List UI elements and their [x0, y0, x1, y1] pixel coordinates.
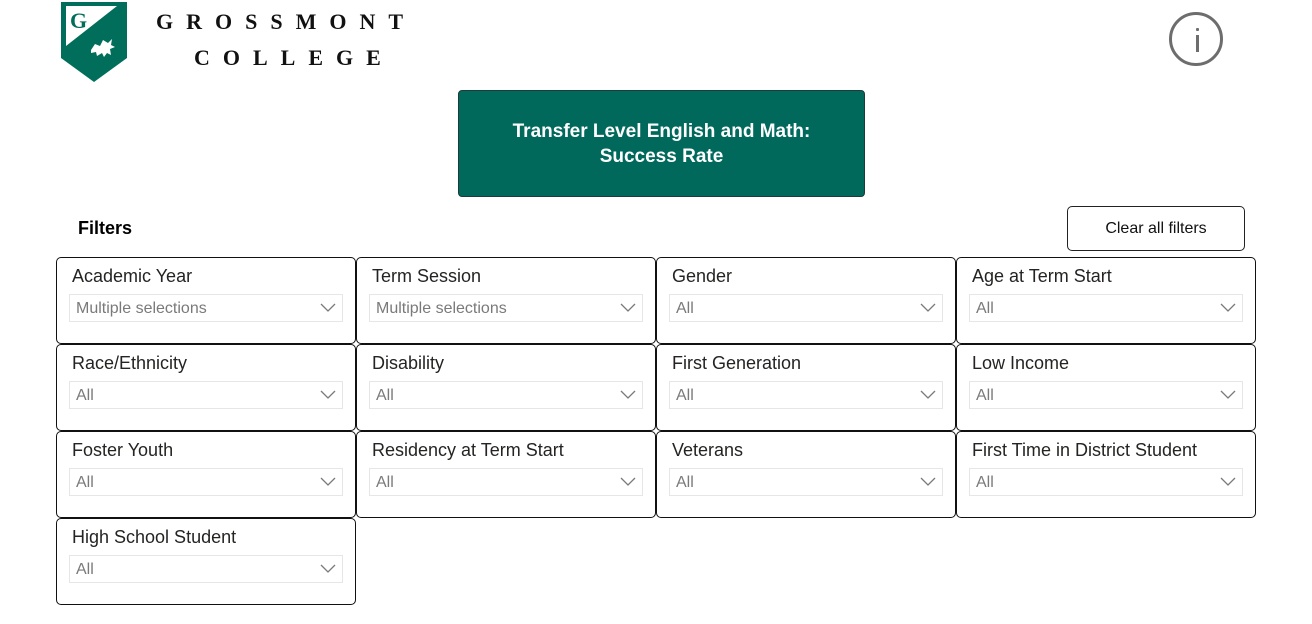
slicer-title: Academic Year	[72, 266, 193, 286]
filter-slicer-gender	[656, 257, 956, 344]
filter-slicer-high-school-student	[56, 518, 356, 605]
slicer-title: First Generation	[672, 353, 802, 373]
chevron-down-icon	[1220, 388, 1236, 400]
info-button[interactable]	[1169, 12, 1223, 66]
chevron-down-icon	[920, 475, 936, 487]
chevron-down-icon	[320, 388, 336, 400]
slicer-dropdown[interactable]	[69, 468, 343, 496]
slicer-dropdown[interactable]	[969, 294, 1243, 322]
page-title	[458, 90, 865, 197]
slicer-selected-value: Multiple selections	[376, 300, 507, 317]
slicer-selected-value: All	[976, 300, 994, 317]
page-title-line1: Transfer Level English and Math:	[512, 120, 811, 142]
chevron-down-icon	[320, 562, 336, 574]
chevron-down-icon	[920, 301, 936, 313]
filter-slicer-veterans	[656, 431, 956, 518]
slicer-dropdown[interactable]	[669, 381, 943, 409]
filter-slicer-residency-at-term-start	[356, 431, 656, 518]
slicer-selected-value: All	[76, 561, 94, 578]
filter-slicer-first-time-in-district-student	[956, 431, 1256, 518]
slicer-dropdown[interactable]	[69, 294, 343, 322]
slicer-dropdown[interactable]	[69, 381, 343, 409]
chevron-down-icon	[620, 388, 636, 400]
chevron-down-icon	[920, 388, 936, 400]
chevron-down-icon	[620, 301, 636, 313]
college-logo	[61, 2, 127, 82]
chevron-down-icon	[620, 475, 636, 487]
chevron-down-icon	[1220, 301, 1236, 313]
slicer-selected-value: All	[976, 474, 994, 491]
slicer-title: Low Income	[972, 353, 1070, 373]
slicer-title: Age at Term Start	[972, 266, 1112, 286]
slicer-selected-value: All	[676, 387, 694, 404]
chevron-down-icon	[1220, 475, 1236, 487]
slicer-selected-value: Multiple selections	[76, 300, 207, 317]
filter-slicer-low-income	[956, 344, 1256, 431]
shield-logo-icon	[61, 2, 127, 82]
svg-text:G: G	[70, 8, 88, 33]
filters-heading: Filters	[78, 218, 133, 238]
slicer-title: Gender	[672, 266, 733, 286]
slicer-selected-value: All	[376, 387, 394, 404]
slicer-selected-value: All	[76, 387, 94, 404]
slicer-title: Term Session	[372, 266, 482, 286]
chevron-down-icon	[320, 475, 336, 487]
slicer-selected-value: All	[976, 387, 994, 404]
college-name-line1: GROSSMONT	[156, 9, 417, 34]
slicer-selected-value: All	[676, 474, 694, 491]
slicer-selected-value: All	[676, 300, 694, 317]
college-wordmark	[156, 8, 416, 72]
filter-slicer-term-session	[356, 257, 656, 344]
slicer-dropdown[interactable]	[669, 294, 943, 322]
chevron-down-icon	[320, 301, 336, 313]
filter-slicer-age-at-term-start	[956, 257, 1256, 344]
slicer-dropdown[interactable]	[369, 294, 643, 322]
slicer-dropdown[interactable]	[969, 468, 1243, 496]
slicer-selected-value: All	[376, 474, 394, 491]
filter-slicer-disability	[356, 344, 656, 431]
slicer-title: High School Student	[72, 527, 237, 547]
slicer-dropdown[interactable]	[369, 381, 643, 409]
filter-slicer-foster-youth	[56, 431, 356, 518]
clear-all-filters-button[interactable]: Clear all filters	[1067, 206, 1245, 251]
filter-slicer-race-ethnicity	[56, 344, 356, 431]
college-name-line2: COLLEGE	[194, 45, 394, 70]
slicer-title: Race/Ethnicity	[72, 353, 188, 373]
slicer-title: Disability	[372, 353, 445, 373]
page-title-line2: Success Rate	[599, 145, 724, 167]
slicer-title: First Time in District Student	[972, 440, 1198, 460]
filter-slicer-first-generation	[656, 344, 956, 431]
slicer-dropdown[interactable]	[969, 381, 1243, 409]
slicer-title: Residency at Term Start	[372, 440, 564, 460]
slicer-title: Veterans	[672, 440, 744, 460]
slicer-selected-value: All	[76, 474, 94, 491]
slicer-dropdown[interactable]	[69, 555, 343, 583]
slicer-dropdown[interactable]	[669, 468, 943, 496]
filter-slicer-academic-year	[56, 257, 356, 344]
slicer-title: Foster Youth	[72, 440, 174, 460]
slicer-dropdown[interactable]	[369, 468, 643, 496]
